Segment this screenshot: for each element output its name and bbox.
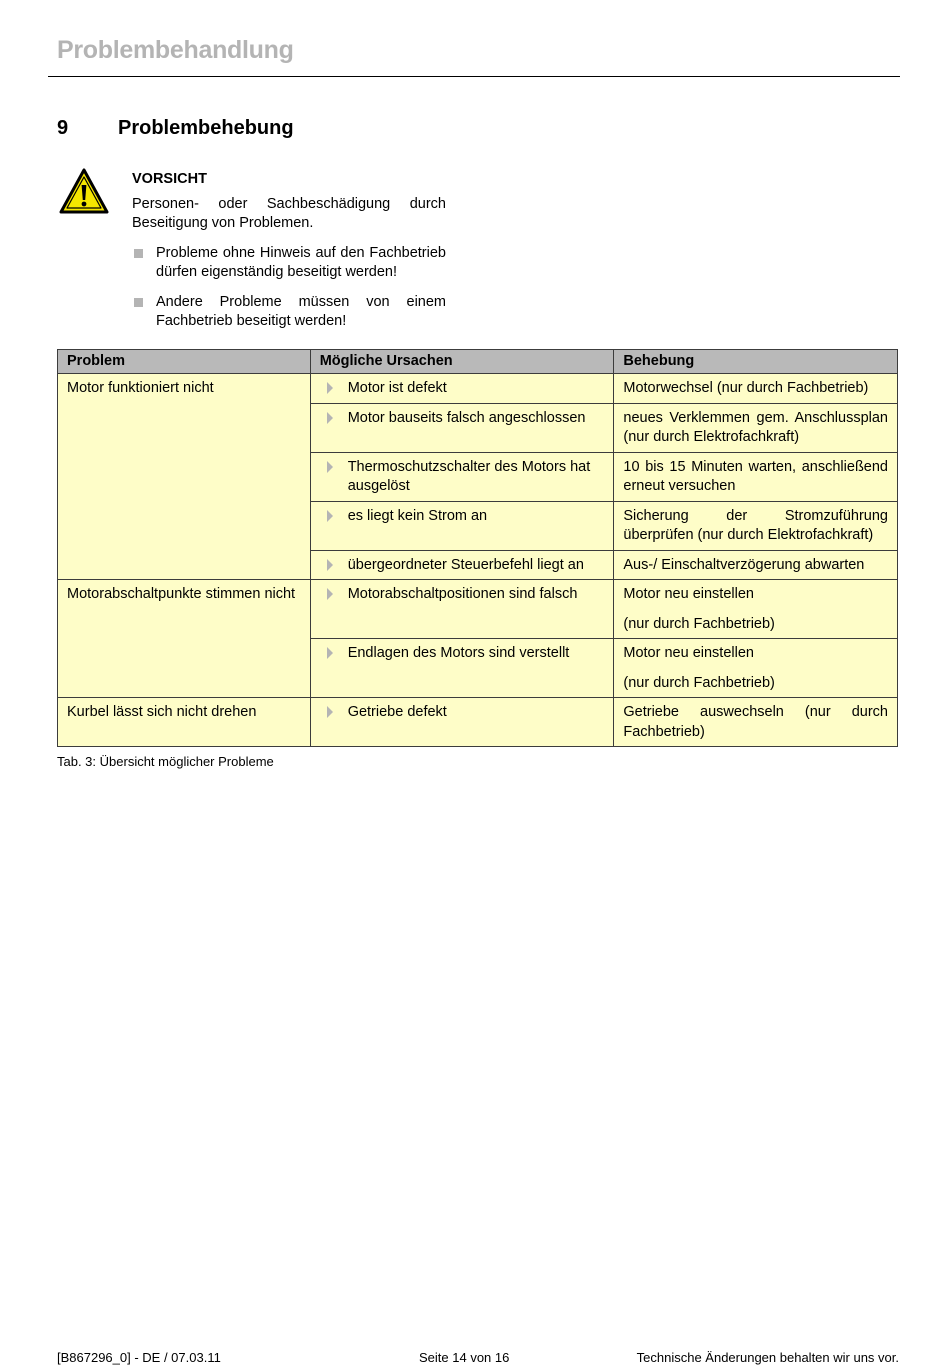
triangle-right-icon: [327, 412, 333, 424]
table-row: [58, 580, 898, 639]
fix-text: Aus-/ Einschaltverzögerung abwarten: [623, 556, 865, 573]
footer-disclaimer: Technische Änderungen behalten wir uns vor.: [636, 1350, 899, 1365]
fix-text: Motor neu einstellen: [623, 645, 754, 661]
fix-cell: [614, 501, 898, 550]
triangle-right-icon: [327, 706, 333, 718]
fix-text: 10 bis 15 Minuten warten, anschließend erneut versuchen: [623, 458, 888, 494]
triangle-right-icon: [327, 647, 333, 659]
fix-cell: [614, 374, 898, 404]
caution-bullet: [132, 244, 446, 283]
cause-text: Motor ist defekt: [347, 380, 447, 396]
triangle-right-icon: [327, 382, 333, 394]
section-title: Problembehebung: [118, 117, 294, 139]
warning-triangle-icon: [59, 168, 109, 214]
triangle-right-icon: [327, 510, 333, 522]
cause-cell: [310, 403, 614, 452]
cause-text: Thermoschutzschalter des Motors hat ausgelöst: [347, 458, 591, 494]
fix-cell: [614, 698, 898, 747]
footer-document-id: [B867296_0] - DE / 07.03.11: [57, 1350, 221, 1365]
caution-notice: [132, 170, 446, 342]
fix-cell: [614, 403, 898, 452]
fix-text: Getriebe auswechseln (nur durch Fachbetrieb): [623, 704, 888, 740]
fix-cell: [614, 580, 898, 639]
problem-table: [57, 349, 898, 747]
cause-cell: [310, 452, 614, 501]
header-divider: [48, 76, 900, 77]
cause-text: es liegt kein Strom an: [347, 507, 488, 524]
table-header-row: [58, 350, 898, 374]
fix-text: Motor neu einstellen: [623, 586, 754, 602]
footer-page-number: Seite 14 von 16: [419, 1350, 510, 1365]
cause-text: Endlagen des Motors sind verstellt: [347, 645, 570, 661]
problem-cell: Motorabschaltpunkte stimmen nicht: [58, 580, 311, 698]
triangle-right-icon: [327, 588, 333, 600]
triangle-right-icon: [327, 461, 333, 473]
cause-cell: [310, 580, 614, 639]
cause-cell: [310, 639, 614, 698]
section-number: 9: [57, 117, 69, 139]
problem-cell: Kurbel lässt sich nicht drehen: [58, 698, 311, 747]
cause-cell: [310, 550, 614, 580]
fix-text: Motorwechsel (nur durch Fachbetrieb): [623, 380, 869, 396]
cause-cell: [310, 374, 614, 404]
table-row: [58, 698, 898, 747]
triangle-right-icon: [327, 559, 333, 571]
fix-text: (nur durch Fachbetrieb): [623, 674, 775, 691]
square-bullet-icon: [134, 298, 143, 307]
cause-cell: [310, 698, 614, 747]
cause-text: Motor bauseits falsch angeschlossen: [347, 409, 586, 426]
caution-bullet-text: Probleme ohne Hinweis auf den Fachbetrieb dürfen eigenständig beseitigt werden!: [156, 244, 446, 280]
fix-text: neues Verklemmen gem. Anschlussplan (nur durch Elektrofachkraft): [623, 409, 888, 445]
cause-text: Motorabschaltpositionen sind falsch: [347, 586, 578, 602]
caution-title: VORSICHT: [132, 171, 207, 187]
column-header-problem: Problem: [58, 350, 311, 374]
cause-cell: [310, 501, 614, 550]
column-header-causes: Mögliche Ursachen: [310, 350, 614, 374]
fix-text: Sicherung der Stromzuführung überprüfen (nur durch Elektrofachkraft): [623, 507, 888, 543]
caution-text: Personen- oder Sachbeschädigung durch Beseitigung von Problemen.: [132, 195, 446, 231]
table-caption: Tab. 3: Übersicht möglicher Probleme: [57, 754, 274, 769]
fix-cell: [614, 452, 898, 501]
fix-cell: [614, 639, 898, 698]
fix-cell: [614, 550, 898, 580]
column-header-fix: Behebung: [614, 350, 898, 374]
problem-cell: Motor funktioniert nicht: [58, 374, 311, 580]
fix-text: (nur durch Fachbetrieb): [623, 615, 775, 632]
caution-bullet: [132, 293, 446, 332]
table-row: [58, 374, 898, 404]
page-header-title: Problembehandlung: [57, 36, 294, 64]
caution-bullet-text: Andere Probleme müssen von einem Fachbetrieb beseitigt werden!: [156, 293, 446, 329]
square-bullet-icon: [134, 249, 143, 258]
cause-text: Getriebe defekt: [347, 704, 447, 720]
cause-text: übergeordneter Steuerbefehl liegt an: [347, 556, 584, 573]
